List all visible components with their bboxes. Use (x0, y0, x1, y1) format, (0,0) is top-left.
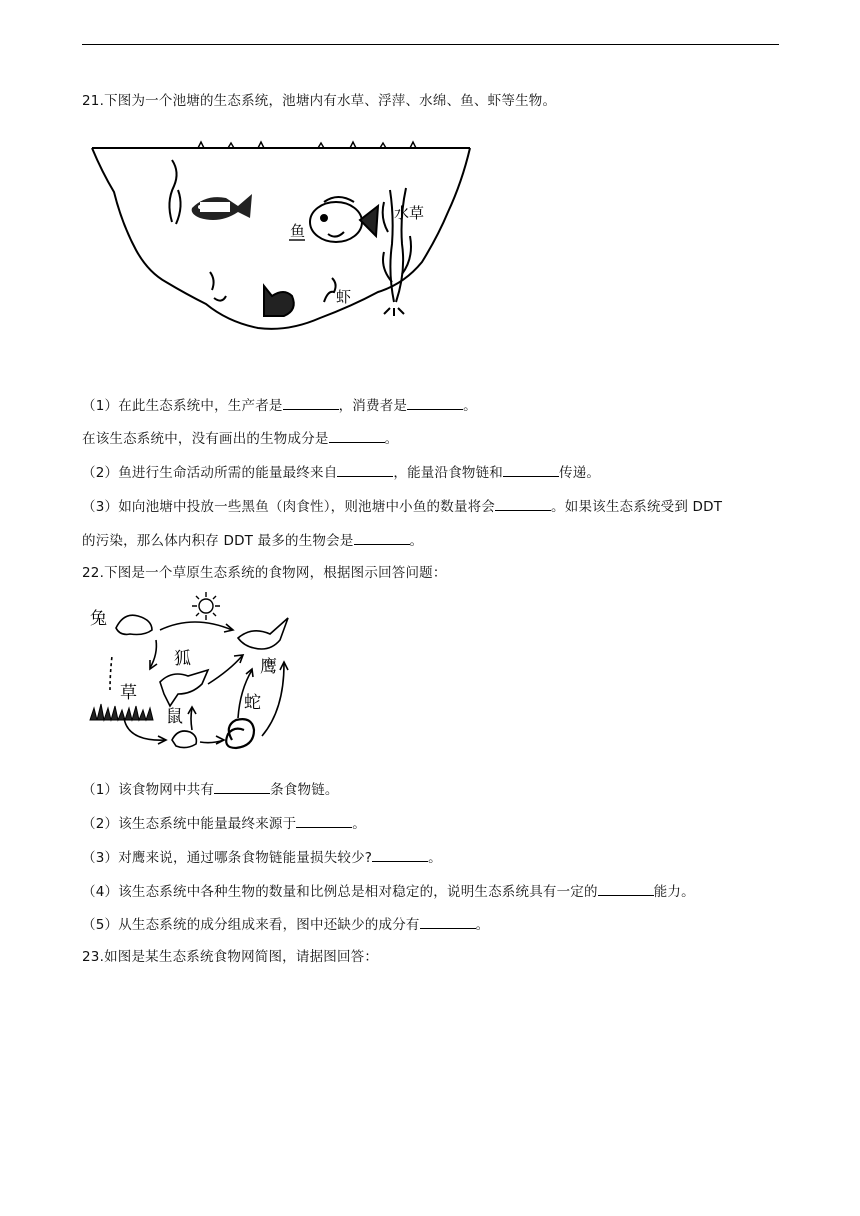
q22-part4: （4）该生态系统中各种生物的数量和比例总是相对稳定的，说明生态系统具有一定的 能力。 (82, 881, 695, 901)
rabbit-icon (116, 615, 152, 634)
sun-icon (192, 592, 220, 620)
header-rule (82, 44, 779, 45)
label-water-weed: 水草 (394, 204, 425, 222)
label-grass: 草 (120, 683, 137, 703)
fox-icon (160, 670, 208, 706)
label-shrimp: 虾 (336, 288, 352, 306)
label-mouse: 鼠 (166, 707, 183, 727)
q21-part2: （2）鱼进行生命活动所需的能量最终来自 ，能量沿食物链和 传递。 (82, 462, 600, 482)
q22-part5: （5）从生态系统的成分组成来看，图中还缺少的成分有 。 (82, 914, 489, 934)
label-fox: 狐 (174, 649, 191, 669)
q21-part1-line2: 在该生态系统中，没有画出的生物成分是 。 (82, 428, 398, 448)
q22-stem: 22.下图是一个草原生态系统的食物网，根据图示回答问题： (82, 565, 447, 581)
snake-icon (226, 719, 254, 748)
q21-part3-line2: 的污染，那么体内积存 DDT 最多的生物会是 。 (82, 530, 423, 550)
hawk-icon (238, 618, 288, 649)
label-hawk: 鹰 (260, 657, 277, 677)
q21-stem: 21.下图为一个池塘的生态系统，池塘内有水草、浮萍、水绵、鱼、虾等生物。 (82, 93, 557, 109)
mouse-icon (172, 731, 196, 748)
q23-stem: 23.如图是某生态系统食物网简图，请据图回答： (82, 949, 379, 965)
label-rabbit: 兔 (90, 609, 107, 629)
q21-part3: （3）如向池塘中投放一些黑鱼（肉食性），则池塘中小鱼的数量将会 。如果该生态系统受到 DDT (82, 496, 722, 516)
grassland-food-web-figure (84, 590, 300, 756)
pond-ecosystem-figure (88, 132, 478, 342)
q22-part3: （3）对鹰来说，通过哪条食物链能量损失较少? 。 (82, 847, 442, 867)
label-fish: 鱼 (290, 222, 306, 240)
q22-part2: （2）该生态系统中能量最终来源于 。 (82, 813, 366, 833)
grass-icon (90, 704, 153, 720)
q22-part1: （1）该食物网中共有 条食物链。 (82, 779, 339, 799)
label-snake: 蛇 (244, 693, 261, 713)
q21-part1: （1）在此生态系统中，生产者是 ，消费者是 。 (82, 395, 477, 415)
